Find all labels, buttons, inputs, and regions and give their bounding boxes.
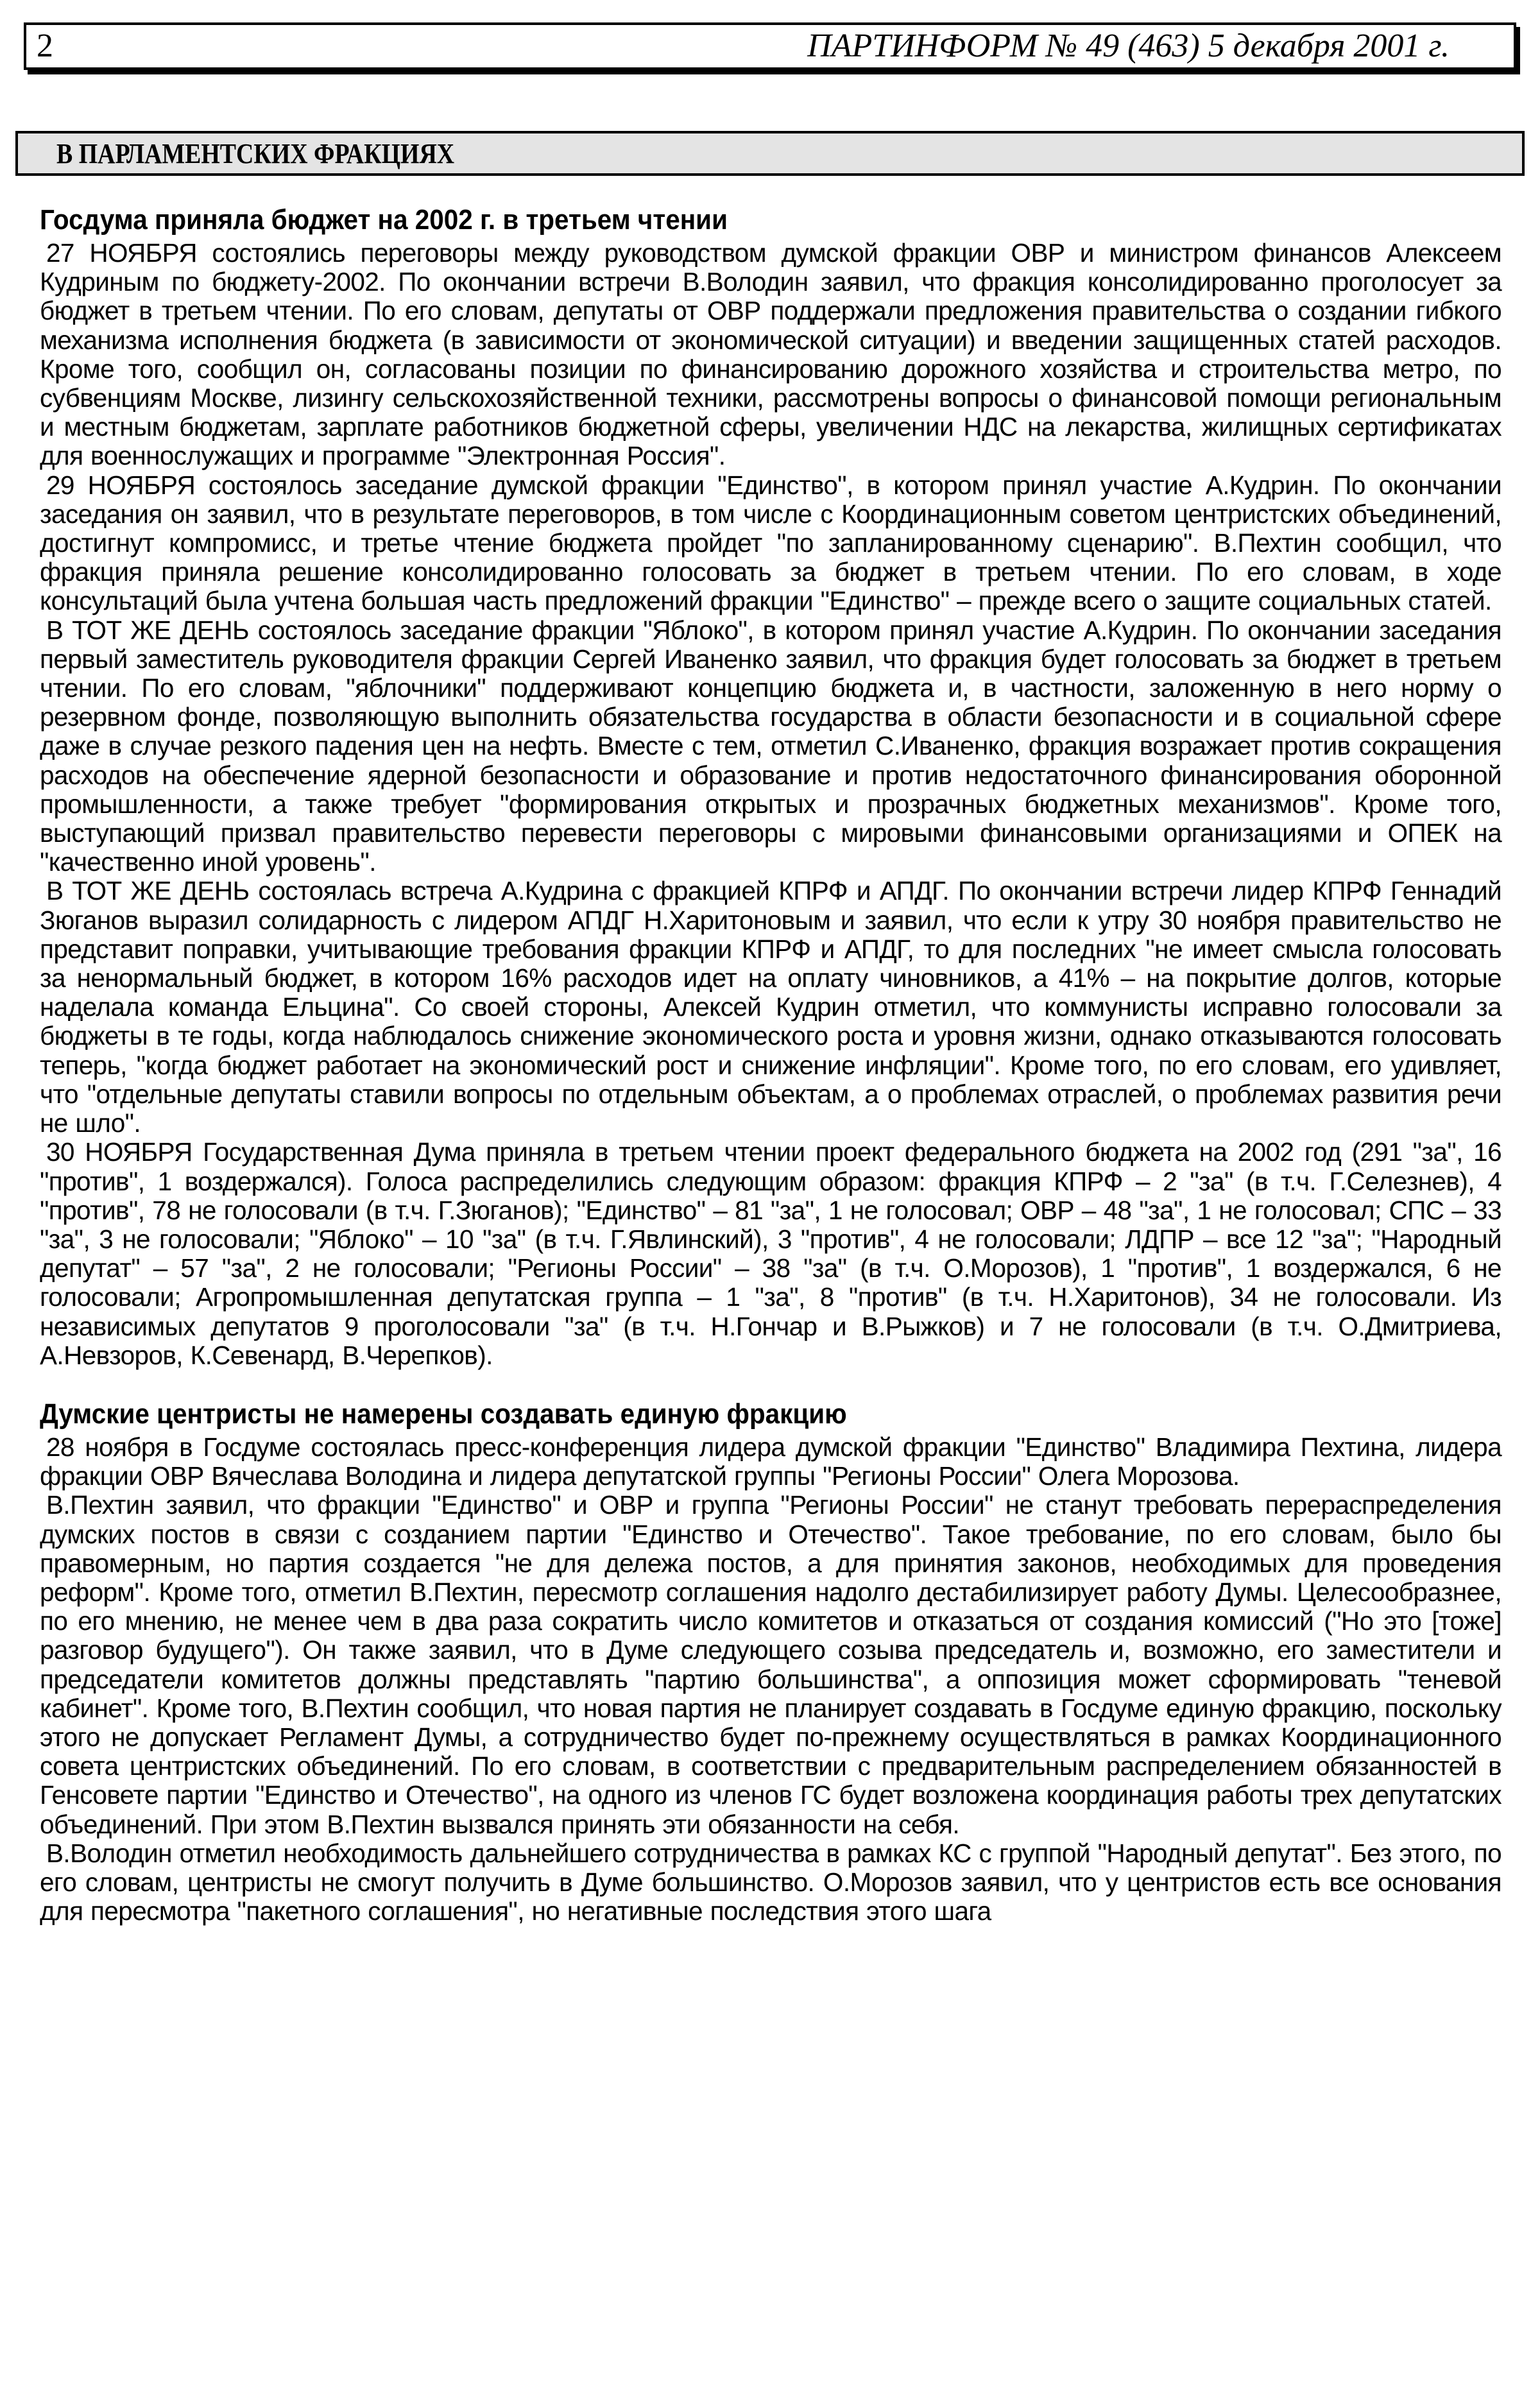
article-title-text: Думские центристы не намерены создавать единую фракцию (40, 1398, 847, 1430)
paragraph-text: 28 ноября в Госдуме состоялась пресс-конференция лидера думской фракции "Единство" Владимира Пехтина, лидера фракции ОВР Вячеслава Володина и лидера депутатской группы "Регионы России" Олега Морозова. (40, 1432, 1502, 1491)
paragraph-text: 29 НОЯБРЯ состоялось заседание думской фракции "Единство", в котором принял участие А.Кудрин. По окончании заседания он заявил, что в результате переговоров, в том числе с Координационным советом центристских объединений, достигнут компромисс, и третье чтение бюджета пройдет "по запланированному сценарию". В.Пехтин сообщил, что фракция приняла решение консолидированно голосовать за бюджет в третьем чтении. По его словам, в ходе консультаций была учтена большая часть предложений фракции "Единство" – прежде всего о защите социальных статей. (40, 470, 1502, 616)
section-title: В ПАРЛАМЕНТСКИХ ФРАКЦИЯХ (56, 138, 455, 169)
section-banner (15, 131, 1525, 176)
page-header (24, 22, 1516, 70)
paragraph-text: 30 НОЯБРЯ Государственная Дума приняла в третьем чтении проект федерального бюджета на 2002 год (291 "за", 16 "против", 1 воздержался). Голоса распределились следующим образом: фракция КПРФ – 2 "за" (в т.ч. Г.Селезнев), 4 "против", 78 не голосовали (в т.ч. Г.Зюганов); "Единство" – 81 "за", 1 не голосовал; ОВР – 48 "за", 1 не голосовал; СПС – 33 "за", 3 не голосовали; "Яблоко" – 10 "за" (в т.ч. Г.Явлинский), 3 "против", 4 не голосовали; ЛДПР – все 12 "за"; "Народный депутат" – 57 "за", 2 не голосовали; "Регионы России" – 38 "за" (в т.ч. О.Морозов), 1 "против", 1 воздержался, 6 не голосовали; Агропромышленная депутатская группа – 1 "за", 8 "против" (в т.ч. Н.Харитонов), 34 не голосовали. Из независимых депутатов 9 проголосовали "за" (в т.ч. Н.Гончар и В.Рыжков) и 7 не голосовали (в т.ч. О.Дмитриева, А.Невзоров, К.Севенард, В.Черепков). (40, 1137, 1502, 1370)
page-number: 2 (37, 28, 53, 64)
paragraph-text: В ТОТ ЖЕ ДЕНЬ состоялась встреча А.Кудрина с фракцией КПРФ и АПДГ. По окончании встречи лидер КПРФ Геннадий Зюганов выразил солидарность с лидером АПДГ Н.Харитоновым и заявил, что если к утру 30 ноября правительство не представит поправки, учитывающие требования фракции КПРФ и АПДГ, то для последних "не имеет смысла голосовать за ненормальный бюджет, в котором 16% расходов идет на оплату чиновников, а 41% – на покрытие долгов, которые наделала команда Ельцина". Со своей стороны, Алексей Кудрин отметил, что коммунисты исправно голосовали за бюджеты в те годы, когда наблюдалось снижение экономического роста и уровня жизни, однако отказываются голосовать теперь, "когда бюджет работает на экономический рост и снижение инфляции". Кроме того, по его словам, его удивляет, что "отдельные депутаты ставили вопросы по отдельным объектам, а о проблемах отраслей, о проблемах развития речи не шло". (40, 876, 1502, 1138)
issue-info: ПАРТИНФОРМ № 49 (463) 5 декабря 2001 г. (807, 28, 1450, 64)
paragraph-text: 27 НОЯБРЯ состоялись переговоры между руководством думской фракции ОВР и министром финансов Алексеем Кудриным по бюджету-2002. По окончании встречи В.Володин заявил, что фракция консолидированно проголосует за бюджет в третьем чтении. По его словам, депутаты от ОВР поддержали предложения правительства о создании гибкого механизма исполнения бюджета (в зависимости от экономической ситуации) и введении защищенных статей расходов. Кроме того, сообщил он, согласованы позиции по финансированию дорожного хозяйства и строительства метро, по субвенциям Москве, лизингу сельскохозяйственной техники, рассмотрены вопросы о финансовой помощи региональным и местным бюджетам, зарплате работников бюджетной сферы, увеличении НДС на лекарства, жилищных сертификатах для военнослужащих и программе "Электронная Россия". (40, 238, 1502, 471)
content (40, 204, 1502, 1954)
article-title (40, 1398, 1502, 1430)
article-title (40, 204, 1502, 236)
paragraph-text: В.Володин отметил необходимость дальнейшего сотрудничества в рамках КС с группой "Народный депутат". Без этого, по его словам, центристы не смогут получить в Думе большинство. О.Морозов заявил, что у центристов есть все основания для пересмотра "пакетного соглашения", но негативные последствия этого шага (40, 1838, 1502, 1926)
paragraph (40, 877, 1502, 1138)
paragraph (40, 1138, 1502, 1370)
paragraph (40, 1839, 1502, 1926)
article-title-text: Госдума приняла бюджет на 2002 г. в третьем чтении (40, 204, 728, 236)
paragraph (40, 1491, 1502, 1838)
paragraph (40, 239, 1502, 471)
article-budget-third-reading (40, 204, 1502, 1370)
paragraph (40, 616, 1502, 877)
paragraph-text: В.Пехтин заявил, что фракции "Единство" и ОВР и группа "Регионы России" не станут требовать перераспределения думских постов в связи с созданием партии "Единство и Отечество". Такое требование, по его словам, было бы правомерным, но партия создается "не для дележа постов, а для принятия законов, необходимых для проведения реформ". Кроме того, отметил В.Пехтин, пересмотр соглашения надолго дестабилизирует работу Думы. Целесообразнее, по его мнению, не менее чем в два раза сократить число комитетов и отказаться от создания комиссий ("Но это [тоже] разговор будущего"). Он также заявил, что в Думе следующего созыва председатель и, возможно, его заместители и председатели комитетов должны представлять "партию большинства", а оппозиция может сформировать "теневой кабинет". Кроме того, В.Пехтин сообщил, что новая партия не планирует создавать в Госдуме единую фракцию, поскольку этого не допускает Регламент Думы, а сотрудничество будет по-прежнему осуществляться в рамках Координационного совета центристских объединений. По его словам, в соответствии с предварительным распределением обязанностей в Генсовете партии "Единство и Отечество", на одного из членов ГС будет возложена координация работы трех депутатских объединений. При этом В.Пехтин вызвался принять эти обязанности на себя. (40, 1490, 1502, 1839)
paragraph-text: В ТОТ ЖЕ ДЕНЬ состоялось заседание фракции "Яблоко", в котором принял участие А.Кудрин. По окончании заседания первый заместитель руководителя фракции Сергей Иваненко заявил, что фракция будет голосовать за бюджет в третьем чтении. По его словам, "яблочники" поддерживают концепцию бюджета и, в частности, заложенную в него норму о резервном фонде, позволяющую выполнить обязательства государства в области безопасности и в социальной сфере даже в случае резкого падения цен на нефть. Вместе с тем, отметил С.Иваненко, фракция возражает против сокращения расходов на обеспечение ядерной безопасности и образование и против недостаточного финансирования оборонной промышленности, а также требует "формирования открытых и прозрачных бюджетных механизмов". Кроме того, выступающий призвал правительство перевести переговоры с мировыми финансовыми организациями и ОПЕК на "качественно иной уровень". (40, 615, 1502, 877)
paragraph (40, 471, 1502, 616)
paragraph (40, 1433, 1502, 1491)
article-centrists-no-single-faction (40, 1398, 1502, 1926)
